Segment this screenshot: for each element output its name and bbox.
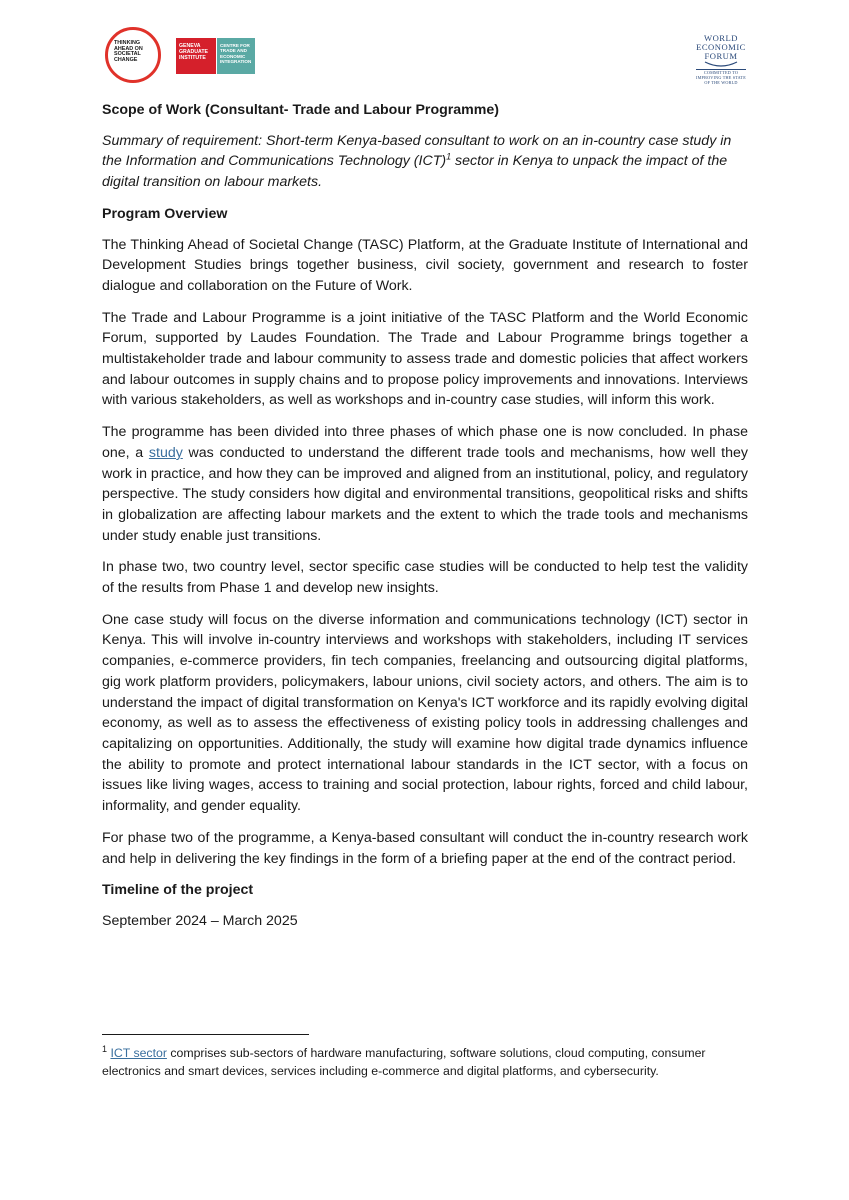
phases-text-end: was conducted to understand the different trade tools and mechanisms, how well they work in practice, and how they can be improved and aligned from an institutional, policy, and regulatory perspective. The study considers how digital and environmental transitions, geopolitical risks and shifts in globalization are affecting labour markets and the extent to which the trade tools and mechanisms under study enable just transitions.: [102, 444, 748, 544]
cteei-logo-line: INTEGRATION: [220, 59, 252, 65]
phases-text: The programme has been divided into three phases of which phase one is now concluded. In phase one, a: [102, 424, 748, 461]
paragraph-case-study: One case study will focus on the diverse information and communications technology (ICT) sector in Kenya. This will involve in-country interviews and workshops with stakeholders, including IT services companies, e-commerce providers, fin tech companies, freelancing and outsourcing digital platforms, gig work platform providers, policymakers, labour unions, civil society actors, and others. The aim is to understand the impact of digital transformation on Kenya's ICT workforce and its rapidly evolving digital economy, as well as to assess the effectiveness of existing policy tools in addressing challenges and capitalizing on opportunities. Additionally, the study will examine how digital trade dynamics influence the ability to promote and protect international labour standards in the ICT sector, with a focus on issues like living wages, access to training and social protection, labour rights, forced and child labour, informality, and gender equality.: [102, 611, 748, 815]
footnote-number: 1: [102, 1043, 108, 1054]
ict-sector-link[interactable]: ICT sector: [110, 1046, 167, 1060]
cteei-logo-line: ECONOMIC: [220, 53, 246, 59]
summary-text-end: sector in Kenya to unpack the impact of the digital transition on labour markets.: [102, 153, 728, 191]
timeline-heading: Timeline of the project: [102, 882, 254, 899]
tasc-logo-line: CHANGE: [114, 56, 138, 63]
wef-logo-line: FORUM: [704, 50, 738, 61]
study-link[interactable]: study: [148, 444, 183, 461]
summary-of-requirement: [102, 131, 748, 193]
paragraph-trade-labour: The Trade and Labour Programme is a joint initiative of the TASC Platform and the World Economic Forum, supported by Laudes Foundation. The Trade and Labour Programme brings together a multistakeholder trade and labour community to assess trade and domestic policies that affect workers and labour outcomes in supply chains and to propose policy improvements and innovations. Interviews with various stakeholders, as well as workshops and in-country case studies, will inform this work.: [102, 309, 748, 409]
document-title: Scope of Work (Consultant- Trade and Labour Programme): [102, 102, 500, 118]
footnote-text: comprises sub-sectors of hardware manufacturing, software solutions, cloud computing, consumer electronics and smart devices, services including e-commerce and digital platforms, and cybersecurity.: [102, 1046, 706, 1078]
footnote-reference[interactable]: 1: [446, 151, 452, 162]
paragraph-consultant: For phase two of the programme, a Kenya-based consultant will conduct the in-country research work and help in delivering the key findings in the form of a briefing paper at the end of the contract period.: [102, 829, 748, 867]
tasc-logo: [105, 27, 161, 83]
wef-tagline-line: IMPROVING THE STATE: [696, 74, 746, 80]
paragraph-phase-two: In phase two, two country level, sector specific case studies will be conducted to help test the validity of the results from Phase 1 and develop new insights.: [102, 559, 748, 597]
wef-tagline-line: COMMITTED TO: [703, 70, 739, 76]
cteei-logo-line: TRADE AND: [220, 48, 247, 54]
wef-logo-line: ECONOMIC: [696, 41, 746, 52]
wef-swoosh-icon: [704, 61, 738, 67]
tasc-logo-line: SOCIETAL: [114, 51, 141, 58]
document-body: [102, 100, 748, 943]
summary-text: Summary of requirement: Short-term Kenya-based consultant to work on an in-country case study in the Information and Communications Technology (ICT): [102, 132, 732, 170]
wef-logo-line: WORLD: [703, 33, 738, 43]
geneva-logo-line: GENEVA: [179, 43, 201, 49]
tasc-logo-line: AHEAD ON: [114, 45, 143, 52]
tasc-logo-line: THINKING: [114, 40, 141, 46]
centre-trade-economic-integration-logo: [217, 38, 255, 74]
world-economic-forum-logo: [690, 34, 752, 85]
geneva-logo-line: INSTITUTE: [179, 55, 206, 61]
program-overview-heading: Program Overview: [102, 205, 228, 222]
cteei-logo-line: CENTRE FOR: [220, 43, 250, 48]
paragraph-tasc: The Thinking Ahead of Societal Change (TASC) Platform, at the Graduate Institute of International and Development Studies brings together business, civil society, government and research to foster dialogue and collaboration on the Future of Work.: [102, 236, 748, 294]
footnote: [102, 1044, 742, 1080]
timeline-value: September 2024 – March 2025: [102, 912, 298, 929]
wef-tagline-line: OF THE WORLD: [704, 79, 738, 85]
geneva-logo-line: GRADUATE: [179, 49, 209, 55]
paragraph-phases: [102, 422, 748, 546]
tasc-logo-text: [114, 41, 154, 63]
footnote-divider: [102, 1034, 309, 1035]
geneva-graduate-institute-logo: [176, 38, 216, 74]
